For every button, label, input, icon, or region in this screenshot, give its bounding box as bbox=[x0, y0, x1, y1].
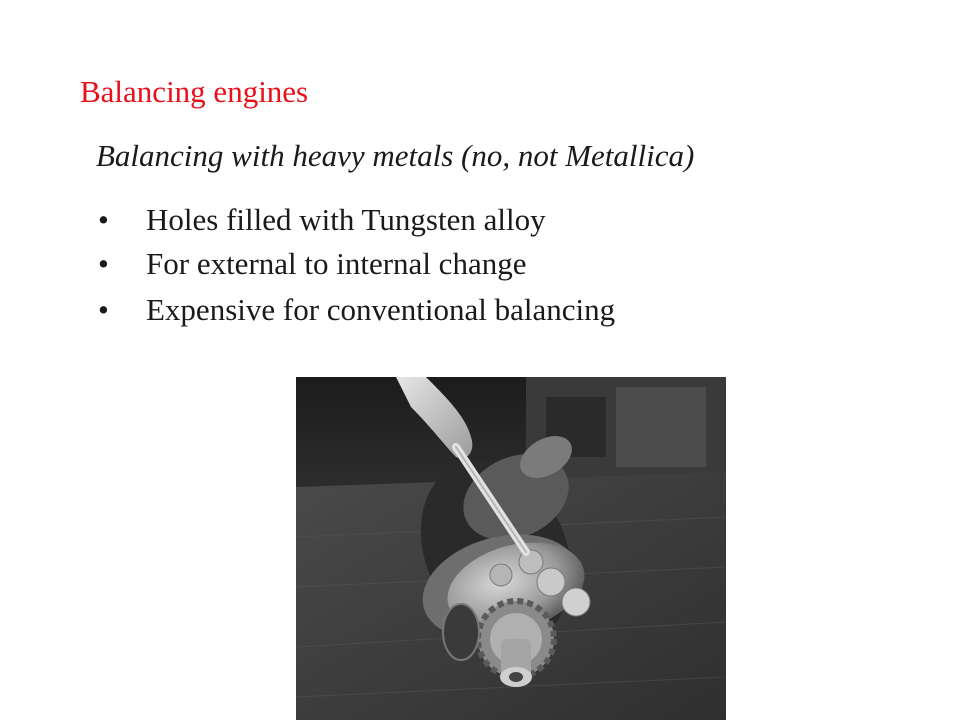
bullet-text: For external to internal change bbox=[146, 246, 527, 281]
slide-subtitle: Balancing with heavy metals (no, not Metallica) bbox=[96, 138, 695, 173]
bullet-text: Holes filled with Tungsten alloy bbox=[146, 202, 546, 237]
bullet-marker: • bbox=[98, 202, 109, 237]
bullet-text: Expensive for conventional balancing bbox=[146, 292, 616, 327]
bullet-marker: • bbox=[98, 246, 109, 281]
slide-title: Balancing engines bbox=[80, 74, 309, 109]
bullet-marker: • bbox=[98, 292, 109, 327]
crankshaft-photo bbox=[296, 377, 726, 720]
